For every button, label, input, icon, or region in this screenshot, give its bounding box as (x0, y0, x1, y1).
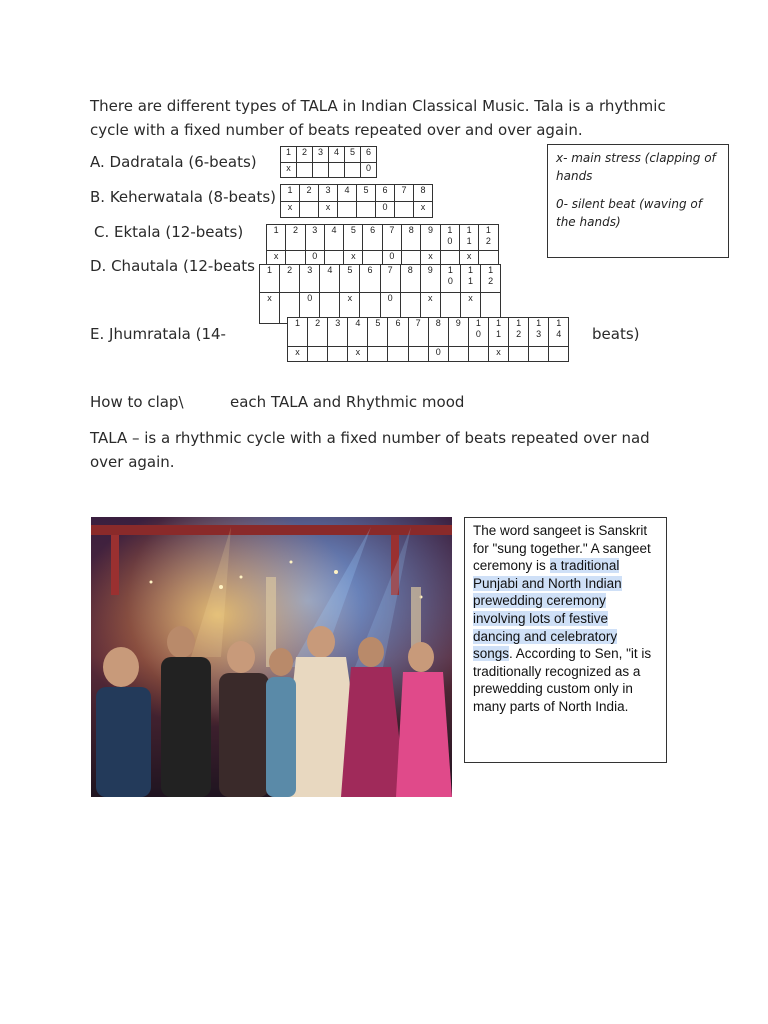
stress-cell: x (421, 251, 440, 267)
beat-cell: 7 (408, 318, 428, 347)
beat-cell: 1 (260, 265, 280, 293)
beat-cell: 2 (286, 225, 305, 251)
beat-cell: 9 (421, 225, 440, 251)
stress-cell (388, 347, 408, 362)
beat-row (281, 147, 377, 163)
stress-cell (408, 347, 428, 362)
beat-cell: 7 (395, 185, 414, 202)
legend-zero: 0- silent beat (waving of the hands) (556, 197, 702, 229)
tala-label-ektala: C. Ektala (12-beats) (94, 223, 244, 241)
sangeet-photo (91, 517, 452, 797)
beat-cell: 5 (357, 185, 376, 202)
sangeet-text-pre: The word sangeet is Sanskrit for "sung together." A sangeet ceremony is (473, 523, 651, 574)
stress-cell: 0 (300, 293, 320, 324)
mark-row (281, 202, 433, 218)
sangeet-text-post: . According to Sen, "it is traditionally recognized as a prewedding custom only in many parts of North India. (473, 646, 652, 714)
sangeet-photo-illustration (91, 517, 452, 797)
beat-cell: 2 (308, 318, 328, 347)
tala-definition: TALA – is a rhythmic cycle with a fixed number of beats repeated over nad over again. (90, 429, 650, 471)
stress-cell (297, 163, 313, 178)
beat-cell: 1 3 (529, 318, 549, 347)
tala-label-keherwa: B. Keherwatala (8-beats) (90, 188, 277, 206)
clap-line-part1: How to clap\ (90, 393, 184, 411)
stress-cell: x (281, 202, 300, 218)
tala-label-dadra: A. Dadratala (6-beats) (90, 153, 257, 171)
beat-cell: 1 4 (549, 318, 569, 347)
stress-cell: x (460, 293, 480, 324)
mark-row (288, 347, 569, 362)
beat-cell: 6 (388, 318, 408, 347)
beat-cell: 9 (420, 265, 440, 293)
beat-row (288, 318, 569, 347)
stress-cell (329, 163, 345, 178)
beat-cell: 7 (382, 225, 401, 251)
beat-cell: 1 0 (440, 225, 459, 251)
beat-cell: 5 (345, 147, 361, 163)
beat-cell: 3 (300, 265, 320, 293)
beat-cell: 3 (328, 318, 348, 347)
stress-cell: x (459, 251, 478, 267)
beat-cell: 4 (320, 265, 340, 293)
stress-cell: 0 (376, 202, 395, 218)
stress-cell: x (488, 347, 508, 362)
sangeet-text-box (464, 517, 667, 763)
stress-cell (468, 347, 488, 362)
stress-cell: 0 (382, 251, 401, 267)
stress-cell (509, 347, 529, 362)
beat-cell: 8 (400, 265, 420, 293)
beat-cell: 8 (428, 318, 448, 347)
tala-label-jhumra: E. Jhumratala (14- (90, 325, 226, 343)
beat-cell: 1 (288, 318, 308, 347)
tala-table-chautala (259, 264, 501, 324)
stress-cell (448, 347, 468, 362)
beat-row (267, 225, 499, 251)
legend-x: x- main stress (clapping of hands (556, 151, 716, 183)
beat-cell: 6 (361, 147, 377, 163)
tala-label-jhumra-suffix: beats) (592, 325, 640, 343)
tala-table-dadra (280, 146, 377, 178)
tala-table-jhumra (287, 317, 569, 362)
beat-cell: 1 1 (460, 265, 480, 293)
stress-cell: 0 (428, 347, 448, 362)
stress-cell: x (420, 293, 440, 324)
beat-cell: 1 0 (440, 265, 460, 293)
stress-cell: x (267, 251, 286, 267)
beat-cell: 5 (340, 265, 360, 293)
stress-cell: 0 (380, 293, 400, 324)
beat-cell: 4 (338, 185, 357, 202)
beat-row (281, 185, 433, 202)
stress-cell: x (348, 347, 368, 362)
beat-cell: 5 (344, 225, 363, 251)
tala-label-chautala: D. Chautala (12-beats (90, 257, 255, 275)
beat-cell: 2 (300, 185, 319, 202)
beat-cell: 6 (360, 265, 380, 293)
tala-table-keherwa (280, 184, 433, 218)
stress-cell (300, 202, 319, 218)
beat-cell: 8 (402, 225, 421, 251)
beat-cell: 6 (363, 225, 382, 251)
stress-cell: x (344, 251, 363, 267)
sangeet-text-highlight: a traditional Punjabi and North Indian prewedding ceremony involving lots of festive dancing and celebratory songs (473, 558, 622, 662)
beat-cell: 1 2 (481, 265, 501, 293)
stress-cell (345, 163, 361, 178)
stress-cell: x (319, 202, 338, 218)
beat-cell: 1 2 (479, 225, 498, 251)
beat-cell: 1 2 (509, 318, 529, 347)
stress-cell: x (340, 293, 360, 324)
tala-table-ektala (266, 224, 499, 267)
stress-cell (529, 347, 549, 362)
stress-cell (338, 202, 357, 218)
beat-cell: 1 (281, 185, 300, 202)
stress-cell: 0 (305, 251, 324, 267)
beat-cell: 8 (414, 185, 433, 202)
beat-cell: 4 (329, 147, 345, 163)
beat-cell: 7 (380, 265, 400, 293)
beat-row (260, 265, 501, 293)
intro-text: There are different types of TALA in Indian Classical Music. Tala is a rhythmic cycle with a fixed number of beats repeated over and over again. (90, 97, 666, 139)
beat-cell: 1 1 (459, 225, 478, 251)
beat-cell: 2 (297, 147, 313, 163)
stress-cell (549, 347, 569, 362)
stress-cell: x (260, 293, 280, 324)
beat-cell: 5 (368, 318, 388, 347)
beat-cell: 1 0 (468, 318, 488, 347)
beat-cell: 2 (280, 265, 300, 293)
beat-cell: 1 1 (488, 318, 508, 347)
stress-cell (368, 347, 388, 362)
stress-cell (308, 347, 328, 362)
beat-cell: 1 (267, 225, 286, 251)
legend-box (547, 144, 729, 258)
stress-cell: 0 (361, 163, 377, 178)
mark-row (281, 163, 377, 178)
stress-cell (328, 347, 348, 362)
beat-cell: 9 (448, 318, 468, 347)
beat-cell: 3 (313, 147, 329, 163)
beat-cell: 4 (348, 318, 368, 347)
stress-cell (313, 163, 329, 178)
stress-cell: x (288, 347, 308, 362)
stress-cell: x (414, 202, 433, 218)
beat-cell: 3 (319, 185, 338, 202)
stress-cell: x (281, 163, 297, 178)
clap-line-part2: each TALA and Rhythmic mood (230, 393, 465, 411)
beat-cell: 6 (376, 185, 395, 202)
stress-cell (357, 202, 376, 218)
beat-cell: 4 (324, 225, 343, 251)
beat-cell: 1 (281, 147, 297, 163)
stress-cell (395, 202, 414, 218)
beat-cell: 3 (305, 225, 324, 251)
